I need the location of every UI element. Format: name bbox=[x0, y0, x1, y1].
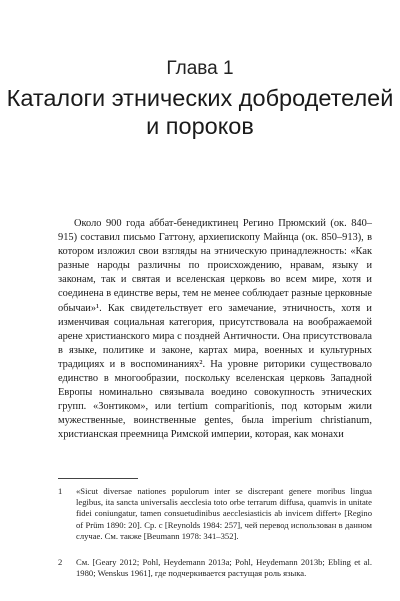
footnote-divider bbox=[58, 478, 138, 479]
footnote-2 bbox=[58, 557, 372, 579]
footnote-number: 2 bbox=[58, 557, 63, 567]
footnote-number: 1 bbox=[58, 486, 63, 496]
footnote-text: См. [Geary 2012; Pohl, Heydemann 2013a; Pohl, Heydemann 2013b; Ebling et al. 1980; Wenskus 1961], где подчеркивается растущая роль языка. bbox=[76, 557, 372, 579]
body-paragraph: Около 900 года аббат-бенедиктинец Регино Прюмский (ок. 840–915) составил письмо Гаттону, архиепископу Майнца (ок. 850–913), в котором изложил свои взгляды на этническую принадлежность: «Как разные народы различны по происхождению, нравам, языку и законам, так и святая и вселенская церковь во всем мире, хотя и соединена в единстве веры, тем не менее соблюдает разные церковные обычаи»¹. Как свидетельствует его замечание, этничность, хотя и изменчивая социальная категория, присутствовала на воображаемой арене христианского мира с поздней Античности. Она присутствовала в языке, политике и законе, картах мира, военных и культурных традициях и в воспоминаниях². На уровне риторики существовало единство в многообразии, поскольку вселенская церковь Западной Европы номинально связывала воедино совокупность этнических групп. «Зонтиком», или tertium comparitionis, под которым жили мужественные, воинственные gentes, была imperium christianum, христианская преемница Римской империи, которая, как монахи bbox=[58, 218, 372, 441]
footnote-1 bbox=[58, 486, 372, 542]
chapter-label: Глава 1 bbox=[166, 58, 234, 79]
chapter-title: Каталоги этнических добродетелей и пороков bbox=[6, 85, 394, 139]
footnote-text: «Sicut diversae nationes populorum inter se discrepant genere moribus lingua legibus, ita sancta universalis aecclesia toto orbe terrarum diffusa, quamvis in unitate fidei coniungatur, tamen consuetudinibus aecclesiasticis ab invicem differt» [Regino of Prüm 1890: 20]. Ср. с [Reynolds 1984: 257], чей перевод использован в данном случае. См. также [Beumann 1978: 341–352]. bbox=[76, 486, 372, 541]
